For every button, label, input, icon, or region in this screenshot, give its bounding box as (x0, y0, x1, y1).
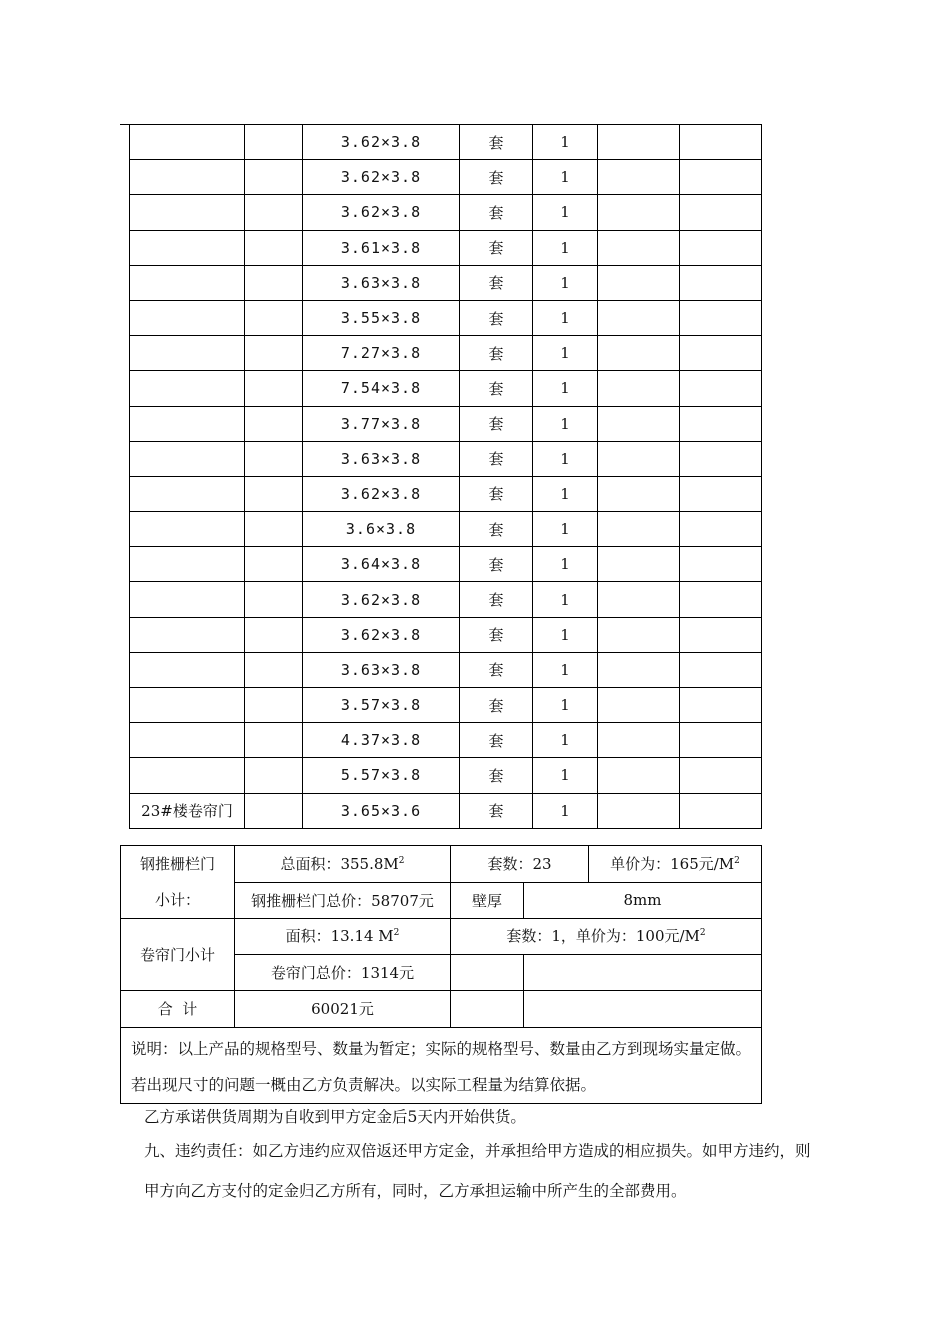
item-amount-cell (680, 547, 762, 582)
item-spec-cell: 3.62×3.8 (303, 617, 460, 652)
item-amount-cell (680, 195, 762, 230)
grand-total-empty-cell-2 (524, 991, 762, 1027)
item-amount-cell (680, 723, 762, 758)
item-price-cell (598, 793, 680, 828)
item-price-cell (598, 230, 680, 265)
item-name-cell (130, 441, 245, 476)
table-row (130, 265, 762, 300)
item-unit-cell: 套 (460, 230, 533, 265)
item-price-cell (598, 371, 680, 406)
item-unit-cell: 套 (460, 160, 533, 195)
item-amount-cell (680, 512, 762, 547)
item-unit-cell: 套 (460, 688, 533, 723)
roller-empty-cell-1 (451, 955, 524, 991)
item-price-cell (598, 723, 680, 758)
item-amount-cell (680, 688, 762, 723)
item-spec-cell: 3.63×3.8 (303, 265, 460, 300)
table-row (130, 582, 762, 617)
item-unit-cell: 套 (460, 547, 533, 582)
item-amount-cell (680, 793, 762, 828)
roller-sets-price-cell (451, 919, 762, 955)
item-amount-cell (680, 230, 762, 265)
item-qty-cell: 1 (533, 160, 598, 195)
grand-total-empty-cell-1 (451, 991, 524, 1027)
grille-price-cell (589, 846, 762, 883)
table-row (130, 617, 762, 652)
roller-sets-price: 套数：1，单价为：100元/M (506, 927, 700, 945)
item-qty-cell: 1 (533, 265, 598, 300)
table-row (130, 652, 762, 687)
table-row (130, 793, 762, 828)
item-blank-cell (245, 512, 303, 547)
item-qty-cell: 1 (533, 723, 598, 758)
item-price-cell (598, 688, 680, 723)
item-amount-cell (680, 758, 762, 793)
item-spec-cell: 3.62×3.8 (303, 125, 460, 160)
item-name-cell (130, 688, 245, 723)
item-unit-cell: 套 (460, 758, 533, 793)
item-unit-cell: 套 (460, 195, 533, 230)
table-row (130, 547, 762, 582)
item-blank-cell (245, 652, 303, 687)
items-table (129, 124, 762, 829)
item-name-cell (130, 547, 245, 582)
item-qty-cell: 1 (533, 300, 598, 335)
item-unit-cell: 套 (460, 512, 533, 547)
item-unit-cell: 套 (460, 476, 533, 511)
item-amount-cell (680, 582, 762, 617)
item-name-cell: 23#楼卷帘门 (130, 793, 245, 828)
grille-sets: 套数：23 (451, 846, 589, 883)
item-blank-cell (245, 371, 303, 406)
item-spec-cell: 4.37×3.8 (303, 723, 460, 758)
table-row (130, 723, 762, 758)
item-blank-cell (245, 441, 303, 476)
item-price-cell (598, 265, 680, 300)
item-unit-cell: 套 (460, 371, 533, 406)
item-blank-cell (245, 476, 303, 511)
item-spec-cell: 3.55×3.8 (303, 300, 460, 335)
item-name-cell (130, 617, 245, 652)
item-qty-cell: 1 (533, 195, 598, 230)
item-qty-cell: 1 (533, 547, 598, 582)
item-blank-cell (245, 336, 303, 371)
item-spec-cell: 3.57×3.8 (303, 688, 460, 723)
item-name-cell (130, 230, 245, 265)
item-blank-cell (245, 230, 303, 265)
item-unit-cell: 套 (460, 617, 533, 652)
item-amount-cell (680, 125, 762, 160)
grille-price-unit-sup: 2 (734, 856, 740, 867)
item-price-cell (598, 652, 680, 687)
item-unit-cell: 套 (460, 723, 533, 758)
item-qty-cell: 1 (533, 617, 598, 652)
item-name-cell (130, 195, 245, 230)
table-row (130, 476, 762, 511)
roller-subtotal-label: 卷帘门小计 (121, 919, 235, 991)
item-name-cell (130, 723, 245, 758)
item-spec-cell: 3.62×3.8 (303, 582, 460, 617)
grille-area-unit-sup: 2 (398, 856, 405, 867)
thickness-label: 壁厚 (451, 882, 524, 919)
item-spec-cell: 3.62×3.8 (303, 160, 460, 195)
item-blank-cell (245, 265, 303, 300)
item-spec-cell: 3.63×3.8 (303, 652, 460, 687)
item-qty-cell: 1 (533, 441, 598, 476)
item-name-cell (130, 406, 245, 441)
roller-area-unit-sup: 2 (393, 928, 400, 938)
item-name-cell (130, 300, 245, 335)
item-blank-cell (245, 793, 303, 828)
item-name-cell (130, 512, 245, 547)
item-price-cell (598, 300, 680, 335)
item-blank-cell (245, 617, 303, 652)
table-row (130, 195, 762, 230)
item-amount-cell (680, 476, 762, 511)
item-name-cell (130, 652, 245, 687)
item-qty-cell: 1 (533, 582, 598, 617)
item-blank-cell (245, 160, 303, 195)
item-spec-cell: 3.62×3.8 (303, 195, 460, 230)
roller-price-unit-sup: 2 (699, 928, 706, 938)
item-amount-cell (680, 371, 762, 406)
item-amount-cell (680, 406, 762, 441)
table-row (130, 300, 762, 335)
item-unit-cell: 套 (460, 265, 533, 300)
item-price-cell (598, 582, 680, 617)
roller-area-cell (235, 919, 451, 955)
item-spec-cell: 3.6×3.8 (303, 512, 460, 547)
item-blank-cell (245, 688, 303, 723)
item-name-cell (130, 582, 245, 617)
item-amount-cell (680, 441, 762, 476)
item-spec-cell: 7.54×3.8 (303, 371, 460, 406)
item-price-cell (598, 160, 680, 195)
item-unit-cell: 套 (460, 441, 533, 476)
item-price-cell (598, 441, 680, 476)
item-price-cell (598, 512, 680, 547)
item-unit-cell: 套 (460, 336, 533, 371)
item-name-cell (130, 758, 245, 793)
item-price-cell (598, 125, 680, 160)
roller-total: 卷帘门总价：1314元 (235, 955, 451, 991)
table-row (130, 688, 762, 723)
grille-label-line-2: 小计： (154, 891, 200, 909)
item-price-cell (598, 476, 680, 511)
item-blank-cell (245, 300, 303, 335)
item-unit-cell: 套 (460, 300, 533, 335)
item-qty-cell: 1 (533, 793, 598, 828)
item-blank-cell (245, 195, 303, 230)
grille-area: 总面积：355.8M (280, 855, 399, 874)
item-amount-cell (680, 652, 762, 687)
item-spec-cell: 3.64×3.8 (303, 547, 460, 582)
item-amount-cell (680, 300, 762, 335)
grille-total: 钢推栅栏门总价：58707元 (235, 882, 451, 919)
item-blank-cell (245, 547, 303, 582)
item-name-cell (130, 160, 245, 195)
item-qty-cell: 1 (533, 230, 598, 265)
grille-label-line-1: 钢推栅栏门 (139, 855, 215, 873)
grand-total-value: 60021元 (235, 991, 451, 1027)
item-spec-cell: 7.27×3.8 (303, 336, 460, 371)
item-name-cell (130, 336, 245, 371)
table-row (130, 512, 762, 547)
item-qty-cell: 1 (533, 125, 598, 160)
grand-total-label: 合 计 (121, 991, 235, 1027)
item-spec-cell: 3.62×3.8 (303, 476, 460, 511)
item-qty-cell: 1 (533, 512, 598, 547)
item-spec-cell: 5.57×3.8 (303, 758, 460, 793)
item-unit-cell: 套 (460, 406, 533, 441)
item-qty-cell: 1 (533, 758, 598, 793)
item-price-cell (598, 547, 680, 582)
item-name-cell (130, 476, 245, 511)
item-blank-cell (245, 406, 303, 441)
table-row (130, 336, 762, 371)
breach-liability-paragraph: 九、违约责任：如乙方违约应双倍返还甲方定金，并承担给甲方造成的相应损失。如甲方违约，则甲方向乙方支付的定金归乙方所有，同时，乙方承担运输中所产生的全部费用。 (144, 1142, 811, 1200)
table-row (130, 406, 762, 441)
grille-area-cell (235, 846, 451, 883)
item-price-cell (598, 758, 680, 793)
item-price-cell (598, 336, 680, 371)
item-qty-cell: 1 (533, 688, 598, 723)
roller-empty-cell-2 (524, 955, 762, 991)
supply-period-paragraph: 乙方承诺供货周期为自收到甲方定金后5天内开始供货。 (144, 1108, 526, 1126)
item-price-cell (598, 406, 680, 441)
grille-subtotal-label (121, 846, 235, 919)
table-row (130, 230, 762, 265)
item-unit-cell: 套 (460, 125, 533, 160)
item-spec-cell: 3.61×3.8 (303, 230, 460, 265)
item-amount-cell (680, 265, 762, 300)
item-name-cell (130, 265, 245, 300)
item-unit-cell: 套 (460, 652, 533, 687)
table-row (130, 758, 762, 793)
item-price-cell (598, 617, 680, 652)
item-blank-cell (245, 723, 303, 758)
item-unit-cell: 套 (460, 793, 533, 828)
table-corner-mark (120, 124, 129, 125)
table-row (130, 441, 762, 476)
item-qty-cell: 1 (533, 652, 598, 687)
item-price-cell (598, 195, 680, 230)
item-blank-cell (245, 125, 303, 160)
item-unit-cell: 套 (460, 582, 533, 617)
item-name-cell (130, 371, 245, 406)
item-blank-cell (245, 582, 303, 617)
item-spec-cell: 3.65×3.6 (303, 793, 460, 828)
table-row (130, 160, 762, 195)
item-spec-cell: 3.63×3.8 (303, 441, 460, 476)
item-qty-cell: 1 (533, 336, 598, 371)
item-qty-cell: 1 (533, 476, 598, 511)
table-row (130, 125, 762, 160)
item-qty-cell: 1 (533, 406, 598, 441)
item-spec-cell: 3.77×3.8 (303, 406, 460, 441)
item-qty-cell: 1 (533, 371, 598, 406)
item-amount-cell (680, 617, 762, 652)
item-amount-cell (680, 160, 762, 195)
item-blank-cell (245, 758, 303, 793)
item-amount-cell (680, 336, 762, 371)
summary-table (120, 845, 762, 1104)
item-name-cell (130, 125, 245, 160)
explanation-note: 说明：以上产品的规格型号、数量为暂定；实际的规格型号、数量由乙方到现场实量定做。若出现尺寸的问题一概由乙方负责解决。以实际工程量为结算依据。 (121, 1027, 762, 1103)
thickness-value: 8mm (524, 882, 762, 919)
roller-area: 面积：13.14 M (285, 927, 394, 945)
grille-price: 单价为：165元/M (610, 855, 735, 874)
table-row (130, 371, 762, 406)
